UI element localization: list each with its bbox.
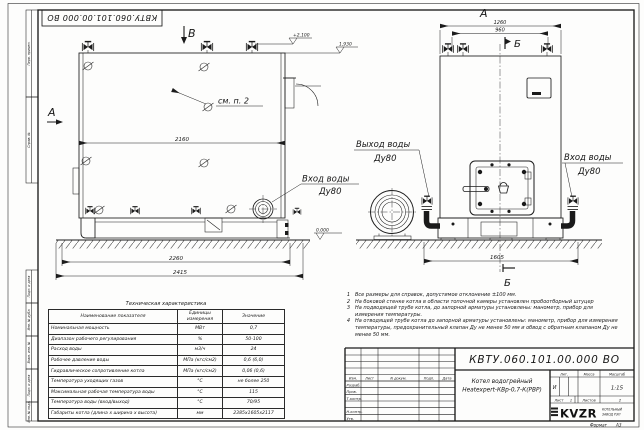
- spec-name: Температура воды (вход/выход): [49, 398, 178, 409]
- elevation-text: 0.000: [316, 228, 329, 234]
- dim-text: 1605: [490, 254, 504, 261]
- section-mark-b-bottom: [503, 264, 515, 289]
- inlet-flange: [249, 195, 277, 223]
- port-dn: Ду80: [374, 154, 397, 164]
- note-item: [345, 318, 623, 338]
- doc-number: КВТУ.060.101.00.000 ВО: [469, 354, 620, 366]
- table-row: [49, 324, 285, 335]
- inlet-label-front: [562, 153, 623, 197]
- boiler-front-view: [354, 7, 623, 289]
- spec-unit: °С: [178, 387, 223, 398]
- spec-value: не более 250: [223, 376, 285, 387]
- view-letter: А: [48, 106, 56, 119]
- product-name-line2: Heatexpert-КВр-0,7-К(РВР): [462, 387, 542, 394]
- note-number: 3: [346, 305, 351, 312]
- format-value: А3: [616, 422, 622, 428]
- spec-header: Значение: [223, 310, 285, 324]
- see-note-text: см. п. 2: [218, 96, 249, 106]
- spec-unit: мм: [178, 408, 223, 419]
- port-dn: Ду80: [319, 187, 342, 197]
- table-row: [49, 334, 285, 345]
- product-name-line1: Котел водогрейный: [471, 379, 533, 385]
- col-header: N докум.: [390, 376, 407, 381]
- spec-header: Наименование показателя: [49, 310, 178, 324]
- row-label: Утв.: [346, 416, 355, 421]
- table-row: [49, 376, 285, 387]
- view-mark-v: [181, 26, 196, 44]
- note-text: На отводящей трубе котла до запорной арматуры установлены: манометр, прибор для измерения температуры, предохранительный клапан Ду не менее 50 мм и обвод с обратным клапаном Ду не менее 50 мм.: [355, 318, 618, 338]
- spec-value: 70/95: [223, 398, 285, 409]
- spec-unit: МПа (кгс/см2): [178, 366, 223, 377]
- elevation-mark-zero: [314, 227, 342, 239]
- drain-valve-icon: [85, 207, 300, 215]
- sheet-label: Лист: [554, 398, 564, 403]
- note-text: Все размеры для справок, допустимое отклонение ±100 мм.: [355, 292, 517, 298]
- note-number: 1: [346, 292, 351, 298]
- revision-grid: [345, 348, 455, 421]
- elevation-text: +2,100: [293, 33, 310, 39]
- margin-label: Справ. №: [27, 132, 32, 148]
- table-row: [49, 408, 285, 419]
- spec-value: 0,6 (6,0): [223, 355, 285, 366]
- section-mark-b-top: [505, 37, 521, 50]
- logo-text: KVZR: [560, 406, 598, 421]
- boiler-base: [81, 218, 290, 238]
- margin-label: Подп. и дата: [27, 374, 32, 397]
- margin-label: Инв. № подл.: [27, 400, 32, 423]
- row-label: Н.контр.: [346, 410, 363, 415]
- sheets-label: Листов: [582, 398, 596, 403]
- spec-name: Габариты котла (длина х ширина х высота): [49, 408, 178, 419]
- spec-name: Номинальная мощность: [49, 324, 178, 335]
- margin-label: Взам. инв. №: [27, 341, 32, 364]
- note-item: [345, 292, 623, 299]
- row-label: Пров.: [346, 390, 357, 395]
- spec-value: 50-100: [223, 334, 285, 345]
- inlet-pipe-valve: [561, 196, 578, 226]
- elevation-mark-flue: [285, 41, 358, 53]
- col-header: Подп.: [423, 376, 435, 381]
- port-dn: Ду80: [578, 167, 601, 177]
- table-row: [49, 345, 285, 356]
- port-label: Вход воды: [302, 174, 350, 185]
- mass-header: Масса: [583, 372, 595, 377]
- spec-table-title: Техническая характеристика: [125, 301, 207, 307]
- spec-name: Диапазон рабочего регулирования: [49, 334, 178, 345]
- title-block: [345, 348, 634, 421]
- note-item: [345, 299, 623, 306]
- see-note-callout: [172, 90, 263, 106]
- col-header: Лист: [365, 376, 374, 381]
- dim-text: 2415: [173, 269, 187, 276]
- liter-header: Лит.: [560, 372, 568, 377]
- orientation-stamp: [42, 10, 162, 26]
- spec-name: Максимальная рабочая температура воды: [49, 387, 178, 398]
- furnace-door: [463, 161, 534, 215]
- margin-label: Перв. примен.: [27, 41, 32, 66]
- boiler-side-view: [47, 26, 359, 280]
- table-row: [49, 355, 285, 366]
- view-letter: В: [188, 27, 196, 40]
- spec-value: 115: [223, 387, 285, 398]
- port-mark-icon: [81, 62, 237, 214]
- scale-header: Масштаб: [608, 372, 626, 377]
- col-header: Изм.: [348, 376, 358, 381]
- view-mark-a-left: [47, 106, 63, 125]
- dim-text: 2260: [169, 255, 183, 262]
- dim-text: 2160: [175, 136, 189, 143]
- notes-list: [345, 292, 623, 338]
- flue-stub: [283, 78, 321, 108]
- row-label: Разраб.: [346, 383, 361, 388]
- elevation-text: 1,930: [339, 42, 352, 48]
- sheets-value: 2: [618, 398, 622, 403]
- liter-mass-scale: [550, 370, 634, 403]
- spec-name: Температура уходящих газов: [49, 376, 178, 387]
- liter-value: И: [552, 385, 557, 391]
- kvzr-logo: [551, 407, 623, 421]
- spec-value: 24: [223, 345, 285, 356]
- spec-name: Расход воды: [49, 345, 178, 356]
- dimension-2160: [79, 137, 285, 143]
- inspection-hatch: [527, 78, 551, 98]
- spec-unit: МПа (кгс/см2): [178, 355, 223, 366]
- format-label: Формат: [590, 422, 607, 428]
- margin-label: Инв. № дубл.: [27, 308, 32, 331]
- row-label: Т.контр.: [346, 396, 363, 401]
- table-row: [49, 366, 285, 377]
- valve-icon: [82, 42, 257, 53]
- scale-value: 1:15: [610, 385, 624, 392]
- stamp-doc-number: КВТУ.060.101.00.000 ВО: [46, 13, 158, 22]
- note-text: На боковой стенке котла в области топочной камеры установлен пробоотборный штуцер: [355, 298, 594, 305]
- note-item: [345, 305, 623, 318]
- dim-text: 1260: [493, 20, 507, 26]
- outlet-label: [354, 140, 429, 197]
- dim-text: 960: [495, 27, 505, 34]
- note-number: 2: [346, 298, 351, 305]
- ground-line-right: [356, 240, 602, 249]
- spec-unit: %: [178, 334, 223, 345]
- logo-sub2: ЗАВОД РЭП: [602, 412, 621, 417]
- spec-name: Гидравлическое сопротивление котла: [49, 366, 178, 377]
- blower-fan: [368, 188, 416, 240]
- port-label: Выход воды: [356, 140, 411, 150]
- spec-unit: °С: [178, 398, 223, 409]
- margin-boxes: [26, 10, 38, 423]
- port-label: Вход воды: [564, 153, 612, 163]
- spec-value: 2385х1605х2117: [223, 408, 285, 419]
- front-base: [438, 218, 563, 240]
- note-text: На подводящей трубе котла, до запорной арматуры установлены: манометр, прибор для измерения температуры.: [355, 305, 593, 318]
- spec-name: Рабочее давление воды: [49, 355, 178, 366]
- spec-header: Единицы измерения: [178, 310, 223, 324]
- spec-table-block: [48, 301, 284, 419]
- col-header: Дата: [442, 376, 452, 381]
- table-row: [49, 387, 285, 398]
- valve-icon: [443, 44, 553, 56]
- spec-unit: °С: [178, 376, 223, 387]
- logo-sub1: КОТЕЛЬНЫЙ: [602, 407, 623, 412]
- sheet-value: 1: [569, 398, 573, 403]
- spec-value: 0,7: [223, 324, 285, 335]
- table-row: [49, 398, 285, 409]
- outlet-pipe-valve: [422, 196, 441, 226]
- spec-unit: МВт: [178, 324, 223, 335]
- elevation-mark-top: [255, 32, 312, 44]
- margin-label: Подп. и дата: [27, 275, 32, 298]
- spec-value: 0,06 (0,6): [223, 366, 285, 377]
- spec-table: [48, 309, 285, 419]
- ground-line-left: [56, 240, 310, 249]
- spec-unit: м3/ч: [178, 345, 223, 356]
- view-letter-a-top: А: [480, 7, 488, 20]
- section-letter: Б: [514, 39, 521, 50]
- section-letter: Б: [504, 278, 511, 289]
- note-number: 4: [346, 318, 351, 325]
